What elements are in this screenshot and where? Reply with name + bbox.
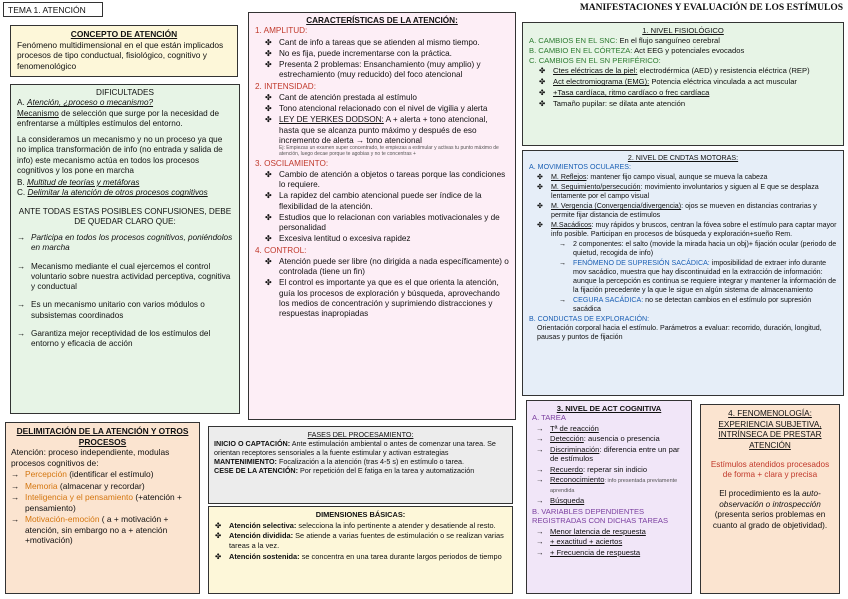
concepto-box (10, 25, 238, 77)
cognitivo-a: A. TAREA (532, 413, 566, 423)
motoras-b-text: Orientación corporal hacia el estímulo. Parámetros a evaluar: recorrido, duración, longitud, pausas y puntos de fijación (537, 324, 822, 341)
bullet-icon: ✤ (265, 115, 272, 125)
topic-label: TEMA 1. ATENCIÓN (3, 2, 103, 17)
bullet-icon: ✤ (265, 60, 272, 69)
bullet-icon: ✤ (537, 202, 543, 210)
bullet-icon: ✤ (265, 234, 272, 244)
fases-cese: CESE DE LA ATENCIÓN: Por repetición del E fatiga en la tarea y automatización (214, 466, 475, 475)
list-item: ✤ +Tasa cardíaca, ritmo cardíaco o frec cardíaca (539, 88, 710, 98)
dificultades-b: B. Multitud de teorías y metáforas (17, 178, 140, 187)
list-item: → Recuerdo: reperar sin indicio (536, 464, 648, 474)
arrow-icon: → (536, 475, 544, 485)
arrow-icon: → (17, 328, 26, 338)
dificultades-c: C. Delimitar la atención de otros procesos cognitivos (17, 188, 208, 198)
dificultades-box (10, 84, 240, 414)
list-item: ✤ La rapidez del cambio atencional puede ser índice de la flexibilidad de la atención. (265, 191, 482, 211)
list-item: → Participa en todos los procesos cognitivos, poniéndolos en marcha (17, 233, 233, 253)
list-item: ✤ LEY DE YERKES DODSON: A + alerta + tono atencional, hasta que se alcanza punto máximo y después de eso incremento de alerta → tono atencional Ej: Empiezas un examen super concentrado, te empiezas a estimular y activas tu punto máximo de atención, luego decae porque te agobias y no te concentras + (265, 115, 509, 157)
dificultades-a-text: Mecanismo de selección que surge por la necesidad de enfrentarse a múltiples estímulos del entorno. (17, 108, 220, 128)
amplitud-heading: 1. AMPLITUD: (255, 26, 308, 36)
bullet-icon: ✤ (539, 88, 546, 98)
fenomenologia-red: Estímulos atendidos procesados de forma + clara y precisa (710, 459, 830, 480)
arrow-icon: → (536, 537, 544, 547)
list-item: ✤ Atención sostenida: se concentra en una tarea durante largos periodos de tiempo (215, 551, 502, 561)
fisiologico-b: B. CAMBIO EN EL CÓRTEZA: Act EEG y potenciales evocados (529, 45, 745, 55)
fases-box (208, 426, 513, 504)
dificultades-points (17, 233, 233, 349)
bullet-icon: ✤ (265, 37, 272, 47)
list-item: ✤ Atención dividida: Se atiende a varias fuentes de estimulación o se realizan varias tareas a la vez. (215, 531, 504, 550)
list-item: → FENÓMENO DE SUPRESIÓN SACÁDICA: imposibilidad de extraer info durante mov sacádico, muestra que hay discontinuidad en la extracción de información: aunque la percepción es continua se requiere integrar y mantener la información de la fijación precedente y la que le sigue en algún sistema de almacenamiento (559, 259, 837, 294)
bullet-icon: ✤ (539, 99, 546, 109)
bullet-icon: ✤ (215, 531, 222, 541)
main-title: MANIFESTACIONES Y EVALUACIÓN DE LOS ESTÍMULOS (579, 3, 843, 13)
delimitacion-intro: Atención: proceso independiente, modulas procesos cognitivos de: (11, 447, 170, 468)
list-item: ✤ M. Vergencia (Convergencia/divergencia): ojos se mueven en distancias contrarias y permite fijar distancia de estímulos (537, 202, 817, 219)
list-item: ✤ M. Reflejos: mantener fijo campo visual, aunque se mueva la cabeza (537, 173, 768, 181)
intensidad-heading: 2. INTENSIDAD: (255, 81, 316, 91)
list-item: ✤ Tamaño pupilar: se dilata ante atención (539, 99, 686, 109)
fenomenologia-box (700, 404, 840, 594)
motoras-list (529, 173, 837, 239)
sacadicos-sublist (529, 240, 837, 314)
arrow-icon: → (11, 514, 20, 524)
concepto-text: Fenómeno multidimensional en el que están implicados procesos de tipo conductual, fisiológico, cognitivo y fenomenológico (17, 39, 224, 71)
cognitivo-heading: 3. NIVEL DE ACT COGNITIVA (556, 404, 662, 413)
list-item: → + Frecuencia de respuesta (536, 547, 641, 557)
arrow-icon: → (17, 233, 26, 242)
list-item: → Garantiza mejor receptividad de los estímulos del entorno y eficacia de acción (17, 328, 211, 348)
fisiologico-list (529, 66, 837, 108)
list-item: → Motivación-emoción ( a + motivación + atención, sin embargo no a + atención +motivación) (11, 514, 169, 545)
cognitivo-list (532, 424, 686, 506)
bullet-icon: ✤ (215, 551, 222, 561)
motoras-heading: 2. NIVEL DE CNDTAS MOTORAS: (627, 154, 739, 162)
arrow-icon: → (559, 296, 567, 304)
dimensiones-list (215, 521, 506, 562)
arrow-icon: → (559, 240, 567, 248)
fisiologico-c: C. CAMBIOS EN EL SN PERIFÉRICO: (529, 55, 661, 65)
dimensiones-box (208, 506, 513, 594)
list-item: ✤ Act electromiograma (EMG): Potencia eléctrica vinculada a act muscular (539, 77, 797, 87)
list-item: → CEGURA SACÁDICA: no se detectan cambios en el estímulo por supresión sacádica (559, 296, 812, 313)
list-item: → Detección: ausencia o presencia (536, 434, 660, 444)
caracteristicas-box (248, 12, 516, 420)
list-item: → Discriminación: diferencia entre un par de estímulos (536, 444, 680, 464)
cognitivo-b: B. VARIABLES DEPENDIENTES REGISTRADAS CON DICHAS TAREAS (532, 506, 669, 526)
bullet-icon: ✤ (265, 48, 272, 58)
list-item: ✤ M.Sacádicos: muy rápidos y bruscos, centran la fóvea sobre el estímulo para captar mayor info posible. Participan en procesos de búsqueda y exploración+sueño Rem. (537, 221, 837, 238)
bullet-icon: ✤ (265, 212, 272, 222)
list-item: ✤ M. Seguimiento/persecución: movimiento involuntarios y siguen al E que se desplaza lentamente por el campo visual (537, 183, 819, 200)
arrow-icon: → (536, 464, 544, 474)
list-item: ✤ El control es importante ya que es el que orienta la atención, guía los procesos de exploración y búsqueda, aprovechando los medios de concentración y suprimiendo distracciones y respuestas inapropiadas (265, 278, 500, 318)
control-list (255, 257, 509, 320)
list-item: → 2 componentes: el salto (movide la mirada hacia un obj)+ fijación ocular (periodo de quietud, recogida de info) (559, 240, 837, 257)
list-item: → Búsqueda (536, 496, 585, 506)
ley-example: Ej: Empiezas un examen super concentrado, te empiezas a estimular y activas tu punto máximo de atención, luego decae porque te agobias y no te concentras + (279, 145, 499, 157)
motoras-b: B. CONDUCTAS DE EXPLORACIÓN: (529, 315, 650, 323)
bullet-icon: ✤ (537, 183, 543, 191)
list-item: ✤ Presenta 2 problemas: Ensanchamiento (muy amplio) y estrechamiento (muy reducido) del foco atencional (265, 60, 481, 80)
list-item: ✤ Cant de atención prestada al estímulo (265, 92, 417, 102)
dimensiones-heading: DIMENSIONES BÁSICAS: (315, 510, 406, 519)
arrow-icon: → (536, 496, 544, 506)
dificultades-ante: ANTE TODAS ESTAS POSIBLES CONFUSIONES, DEBE DE QUEDAR CLARO QUE: (18, 206, 232, 226)
bullet-icon: ✤ (539, 66, 546, 76)
delimitacion-box (5, 422, 200, 594)
fases-heading: FASES DEL PROCESAMIENTO: (307, 430, 414, 439)
bullet-icon: ✤ (537, 221, 543, 229)
arrow-icon: → (559, 259, 567, 267)
list-item: ✤ Excesiva lentitud o excesiva rapidez (265, 234, 411, 244)
dificultades-para: La consideramos un mecanismo y no un proceso ya que no implica transformación de info (no entrada y salida de info) este mecanismo actúa en todos los procesos cognitivos y los pone en marcha (17, 135, 223, 175)
list-item: ✤ Cant de info a tareas que se atienden al mismo tiempo. (265, 37, 480, 47)
motoras-a: A. MOVIMIENTOS OCULARES: (529, 163, 631, 171)
dificultades-a: A. Atención, ¿proceso o mecanismo? (17, 98, 154, 108)
list-item: ✤ Cambio de atención a objetos o tareas porque las condiciones lo requiere. (265, 169, 506, 189)
fenomenologia-heading: 4. FENOMENOLOGÍA: EXPERIENCIA SUBJETIVA, INTRÍNSECA DE PRESTAR ATENCIÓN (718, 409, 822, 450)
intensidad-list (255, 93, 509, 158)
arrow-icon: → (536, 547, 544, 557)
cognitivo-b-list (532, 527, 686, 557)
bullet-icon: ✤ (537, 173, 543, 181)
fisiologico-a: A. CAMBIOS EN EL SNC: En el flujo sanguíneo cerebral (529, 35, 720, 45)
arrow-icon: → (11, 469, 20, 479)
dificultades-heading: DIFICULTADES (96, 88, 154, 97)
list-item: → + exactitud + aciertos (536, 537, 623, 547)
bullet-icon: ✤ (265, 278, 272, 288)
bullet-icon: ✤ (265, 104, 272, 113)
list-item: → Tª de reacción (536, 423, 599, 433)
arrow-icon: → (11, 480, 20, 491)
list-item: ✤ Tono atencional relacionado con el nivel de vigilia y alerta (265, 104, 488, 113)
list-item: → Percepción (identificar el estímulo) (11, 469, 154, 479)
concepto-heading: CONCEPTO DE ATENCIÓN (70, 29, 178, 39)
arrow-icon: → (17, 261, 26, 271)
motoras-box (522, 150, 844, 396)
list-item: ✤ Atención selectiva: selecciona la info pertinente a atender y desatiende al resto. (215, 520, 496, 530)
arrow-icon: → (11, 492, 20, 502)
amplitud-list (255, 38, 509, 81)
list-item: → Es un mecanismo unitario con varios módulos o subsistemas coordinados (17, 300, 205, 320)
bullet-icon: ✤ (265, 256, 272, 266)
caracteristicas-heading: CARACTERÍSTICAS DE LA ATENCIÓN: (306, 16, 458, 25)
list-item: → Mecanismo mediante el cual ejercemos el control voluntario sobre nuestra actividad perceptiva, cognitiva y conductual (17, 261, 231, 291)
fisiologico-heading: 1. NIVEL FISIOLÓGICO (642, 26, 724, 35)
delimitacion-heading: DELIMITACIÓN DE LA ATENCIÓN Y OTROS PROCESOS (16, 426, 189, 447)
fisiologico-box (522, 22, 844, 146)
list-item: ✤ Estudios que lo relacionan con variables motivacionales y de personalidad (265, 212, 500, 232)
list-item: → Inteligencia y el pensamiento (+atención + pensamiento) (11, 492, 182, 513)
list-item: ✤ Ctes eléctricas de la piel: electrodérmica (AED) y resistencia eléctrica (REP) (539, 66, 810, 76)
list-item: → Reconocimiento: info presentada previamente aprendida (536, 475, 678, 495)
arrow-icon: → (536, 444, 544, 454)
bullet-icon: ✤ (265, 92, 272, 102)
fenomenologia-text: El procedimiento es la auto-observación o introspección (presenta serios problemas en cuanto al grado de objetividad). (712, 488, 828, 530)
list-item: ✤ No es fija, puede incrementarse con la práctica. (265, 48, 452, 58)
fases-mant: MANTENIMIENTO: Focalización a la atención (tras 4-5 s) en estímulo o tarea. (214, 457, 464, 466)
bullet-icon: ✤ (265, 191, 272, 201)
fases-inicio: INICIO O CAPTACIÓN: Ante estimulación ambiental o antes de comenzar una tarea. Se orientan receptores sensoriales a la fuente estimular y activan estrategias (214, 439, 496, 457)
control-heading: 4. CONTROL: (255, 245, 307, 255)
arrow-icon: → (536, 434, 544, 444)
bullet-icon: ✤ (215, 520, 222, 530)
bullet-icon: ✤ (539, 77, 546, 87)
arrow-icon: → (536, 423, 544, 433)
oscilamiento-heading: 3. OSCILAMIENTO: (255, 158, 329, 168)
arrow-icon: → (536, 526, 544, 536)
list-item: ✤ Atención puede ser libre (no dirigida a nada específicamente) o controlada (tiene un fin) (265, 256, 509, 276)
bullet-icon: ✤ (265, 169, 272, 179)
list-item: → Menor latencia de respuesta (536, 526, 646, 536)
list-item: → Memoria (almacenar y recordar) (11, 480, 145, 491)
delimitacion-list (11, 469, 194, 546)
arrow-icon: → (17, 300, 26, 310)
cognitivo-box (526, 400, 692, 594)
oscilamiento-list (255, 170, 509, 245)
